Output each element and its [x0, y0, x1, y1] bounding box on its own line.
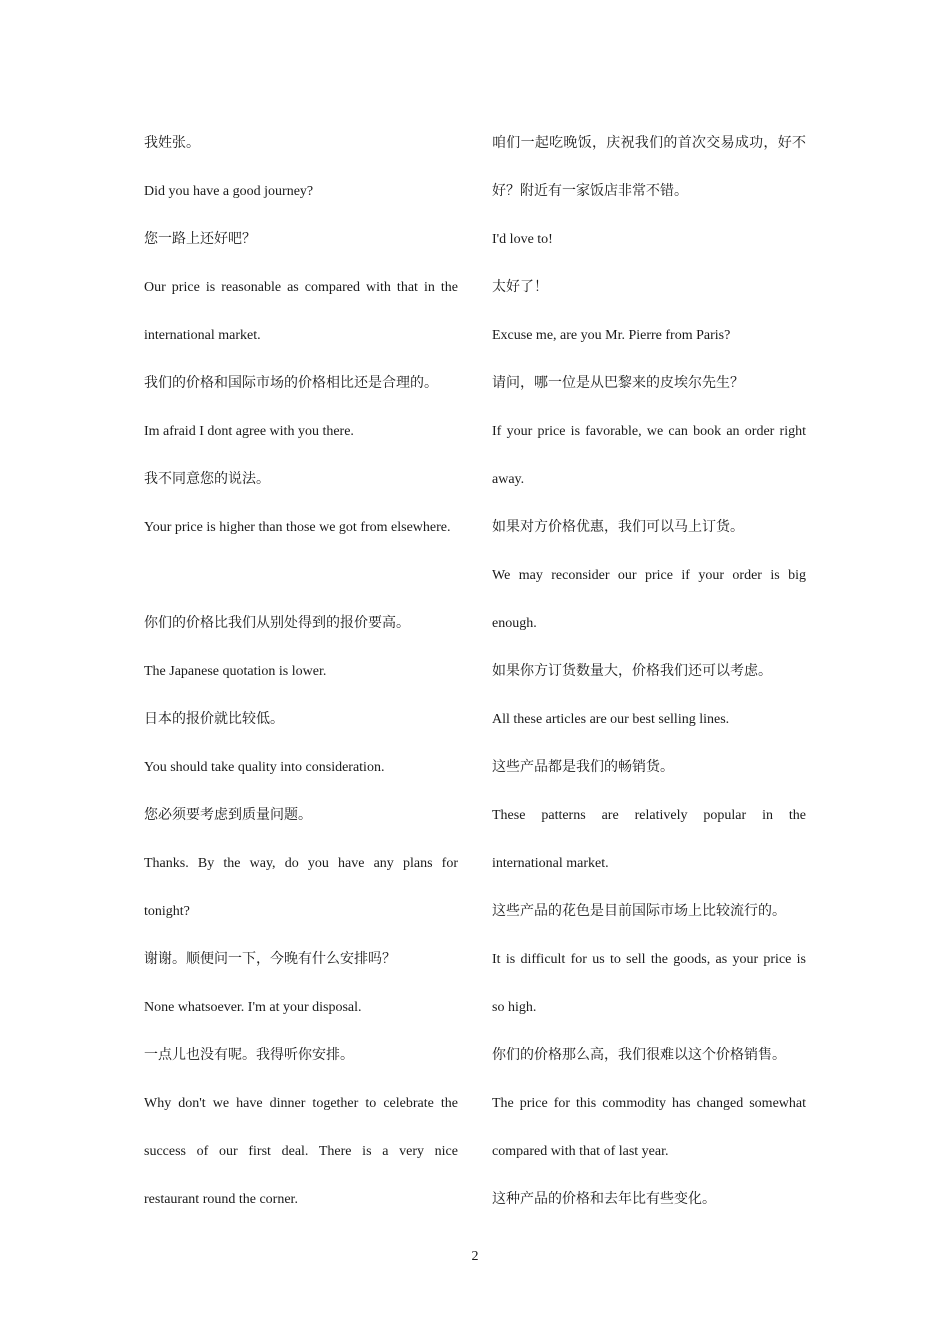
- text-line: The price for this commodity has changed somewhat: [492, 1096, 806, 1111]
- text-line: You should take quality into consideration.: [144, 760, 385, 775]
- text-line: 如果对方价格优惠，我们可以马上订货。: [492, 520, 744, 535]
- text-line: Why don't we have dinner together to celebrate the: [144, 1096, 458, 1111]
- text-line: None whatsoever. I'm at your disposal.: [144, 1000, 362, 1015]
- text-line: Thanks. By the way, do you have any plans for: [144, 856, 458, 871]
- text-line: away.: [492, 472, 525, 487]
- text-line: If your price is favorable, we can book an order right: [492, 424, 806, 439]
- text-line: 您一路上还好吧？: [144, 232, 256, 247]
- text-line: All these articles are our best selling lines.: [492, 712, 730, 727]
- text-line: 日本的报价就比较低。: [144, 712, 284, 727]
- text-line: so high.: [492, 1000, 537, 1015]
- left-column: [144, 120, 458, 1224]
- text-line: 这些产品的花色是目前国际市场上比较流行的。: [492, 904, 786, 919]
- text-line: 我不同意您的说法。: [144, 472, 270, 487]
- text-line: 你们的价格比我们从别处得到的报价要高。: [144, 616, 410, 631]
- text-line: international market.: [144, 328, 261, 343]
- text-line: It is difficult for us to sell the goods, as your price is: [492, 952, 806, 967]
- text-line: Your price is higher than those we got from elsewhere.: [144, 520, 451, 535]
- text-line: 这些产品都是我们的畅销货。: [492, 760, 674, 775]
- text-line: success of our first deal. There is a very nice: [144, 1144, 458, 1159]
- right-column: [492, 120, 806, 1224]
- text-line: These patterns are relatively popular in the: [492, 808, 806, 823]
- text-line: 咱们一起吃晚饭，庆祝我们的首次交易成功，好不: [492, 136, 806, 151]
- text-line: tonight?: [144, 904, 190, 919]
- text-line: 我们的价格和国际市场的价格相比还是合理的。: [144, 376, 438, 391]
- text-line: We may reconsider our price if your order is big: [492, 568, 806, 583]
- text-line: Im afraid I dont agree with you there.: [144, 424, 354, 439]
- text-line: The Japanese quotation is lower.: [144, 664, 327, 679]
- blank-line: [144, 552, 458, 600]
- text-line: 如果你方订货数量大，价格我们还可以考虑。: [492, 664, 772, 679]
- text-line: 好？附近有一家饭店非常不错。: [492, 184, 688, 199]
- text-line: 谢谢。顺便问一下，今晚有什么安排吗？: [144, 952, 396, 967]
- text-line: enough.: [492, 616, 537, 631]
- text-line: 您必须要考虑到质量问题。: [144, 808, 312, 823]
- text-line: 我姓张。: [144, 136, 200, 151]
- text-line: 一点儿也没有呢。我得听你安排。: [144, 1048, 354, 1063]
- text-line: Did you have a good journey?: [144, 184, 314, 199]
- text-line: international market.: [492, 856, 609, 871]
- text-line: restaurant round the corner.: [144, 1192, 298, 1207]
- text-line: 请问，哪一位是从巴黎来的皮埃尔先生？: [492, 376, 744, 391]
- text-line: 太好了！: [492, 280, 548, 295]
- page-number: 2: [471, 1249, 479, 1264]
- text-line: I'd love to!: [492, 232, 553, 247]
- text-line: Our price is reasonable as compared with that in the: [144, 280, 458, 295]
- text-line: 你们的价格那么高，我们很难以这个价格销售。: [492, 1048, 786, 1063]
- text-line: compared with that of last year.: [492, 1144, 669, 1159]
- text-line: Excuse me, are you Mr. Pierre from Paris?: [492, 328, 731, 343]
- text-line: 这种产品的价格和去年比有些变化。: [492, 1192, 716, 1207]
